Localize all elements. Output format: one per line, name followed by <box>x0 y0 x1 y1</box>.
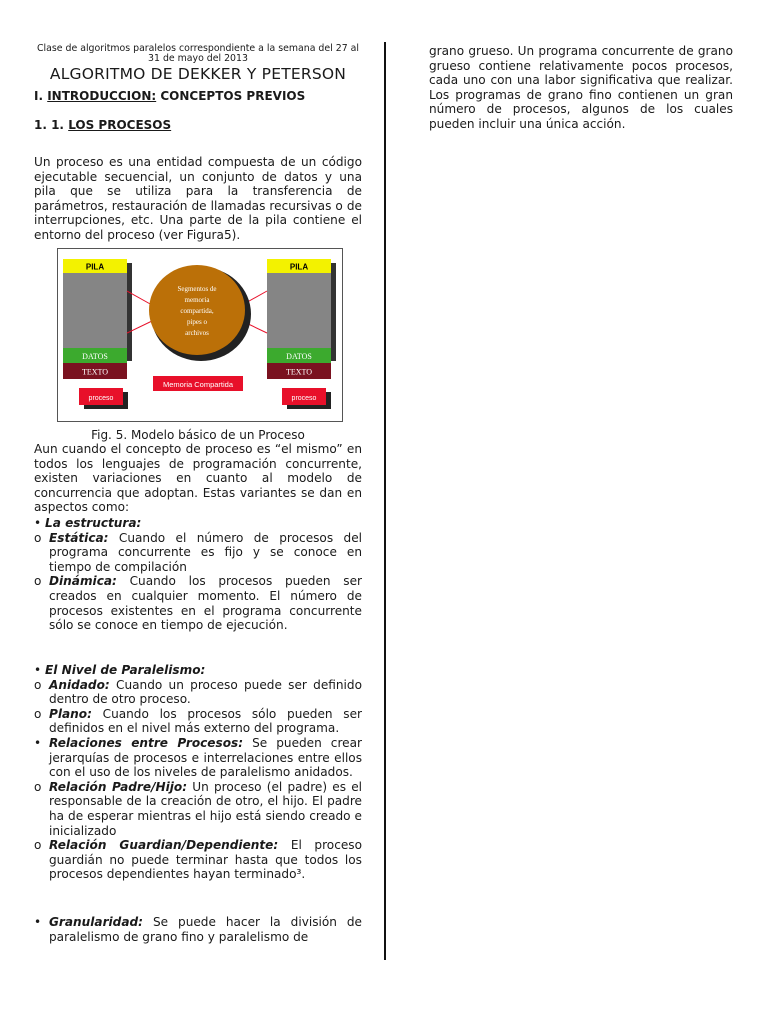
list-marker: • <box>34 915 42 929</box>
paragraph-proceso-definicion: Un proceso es una entidad compuesta de un código ejecutable secuencial, un conjunto de datos y una pila que se utiliza para la transferencia de parámetros, restauración de llamadas recursivas o de interrupciones, etc. Una parte de la pila contiene el entorno del proceso (ver Figura5). <box>34 155 362 242</box>
paragraph-grano-grueso: grano grueso. Un programa concurrente de grano grueso contiene relativamente pocos procesos, cada uno con una labor significativa que realizar. Los programas de grano fino contienen un gran número de procesos, algunos de los cuales pueden incluir una única acción. <box>429 44 733 131</box>
memoria-compartida-label: Memoria Compartida <box>162 380 234 389</box>
list-marker: • <box>34 735 42 750</box>
list-item <box>34 736 362 780</box>
stack-block-left <box>63 273 127 348</box>
paragraph-variantes: Aun cuando el concepto de proceso es “el mismo” en todos los lenguajes de programación concurrente, existen variaciones en cuanto al modelo de concurrencia que adoptan. Estas variantes se dan en aspectos como: <box>34 442 362 515</box>
list-marker: o <box>34 530 42 545</box>
list-item <box>34 707 362 736</box>
list-item <box>34 574 362 632</box>
texto-label-right: TEXTO <box>285 367 313 377</box>
list-item <box>34 531 362 575</box>
proceso-label-right: proceso <box>291 395 317 402</box>
circle-line: Segmentos de <box>177 285 217 293</box>
document-header: Clase de algoritmos paralelos correspondiente a la semana del 27 al 31 de mayo del 2013 <box>36 43 359 64</box>
list-text: Se pueden crear jerarquías de procesos e interrelaciones entre ellos con el uso de los niveles de paralelismo anidados. <box>49 735 362 780</box>
section-rest: CONCEPTOS PREVIOS <box>160 89 306 103</box>
section-heading-procesos <box>34 118 171 132</box>
list-text: Cuando el número de procesos del programa concurrente es fijo y se conoce en tiempo de compilación <box>49 530 362 574</box>
list-term: Plano: <box>49 706 92 721</box>
section-number: I. <box>34 89 44 103</box>
pila-label-left: PILA <box>85 262 105 272</box>
circle-line: pipes o <box>186 318 208 326</box>
circle-line: archivos <box>185 329 209 337</box>
column-divider <box>384 42 386 960</box>
list-nivel-paralelismo <box>34 663 362 882</box>
list-item <box>34 780 362 838</box>
circle-line: memoria <box>184 296 210 304</box>
list-text: El proceso guardián no puede terminar hasta que todos los procesos dependientes hayan terminado³. <box>49 838 362 882</box>
list-estructura <box>34 516 362 633</box>
list-text: Cuando un proceso puede ser definido dentro de otro proceso. <box>49 677 362 707</box>
datos-label-left: DATOS <box>82 352 108 361</box>
document-title: ALGORITMO DE DEKKER Y PETERSON <box>49 65 347 83</box>
list-marker: o <box>34 779 42 794</box>
list-marker: o <box>34 706 42 721</box>
stack-block-right <box>267 273 331 348</box>
bullet-marker: • <box>34 516 42 530</box>
list-heading <box>34 516 362 531</box>
list-text: Cuando los procesos sólo pueden ser definidos en el nivel más externo del programa. <box>49 706 362 736</box>
section-label: INTRODUCCION: <box>47 89 157 103</box>
list-text: Se puede hacer la división de paralelismo de grano fino y paralelismo de <box>49 915 362 944</box>
list-term: Relación Padre/Hijo: <box>49 779 188 794</box>
list-item <box>34 838 362 882</box>
list-heading-text: La estructura: <box>45 516 142 530</box>
list-heading-text: El Nivel de Paralelismo: <box>45 663 206 677</box>
figure-process-model <box>57 248 343 422</box>
texto-label-left: TEXTO <box>81 367 109 377</box>
section-heading-introduccion <box>34 89 305 103</box>
list-item <box>34 678 362 707</box>
list-marker: o <box>34 574 42 589</box>
list-marker: o <box>34 677 42 692</box>
list-term: Estática: <box>49 530 109 545</box>
bullet-marker: • <box>34 663 42 677</box>
list-term: Anidado: <box>49 677 110 692</box>
circle-line: compartida, <box>180 307 214 315</box>
list-text: Cuando los procesos pueden ser creados en cualquier momento. El número de procesos existentes en el programa concurrente sólo se conoce en tiempo de ejecución. <box>49 574 362 633</box>
section-number: 1. 1. <box>34 118 64 132</box>
datos-label-right: DATOS <box>286 352 312 361</box>
list-heading <box>34 663 362 678</box>
list-term: Dinámica: <box>49 574 117 589</box>
list-granularidad <box>34 915 362 944</box>
list-text: Un proceso (el padre) es el responsable de la creación de otro, el hijo. El padre ha de esperar mientras el hijo está siendo creado e inicializado <box>49 779 362 838</box>
list-term: Granularidad: <box>49 915 143 929</box>
proceso-label-left: proceso <box>88 395 114 402</box>
figure-caption: Fig. 5. Modelo básico de un Proceso <box>91 428 305 442</box>
list-term: Relaciones entre Procesos: <box>49 735 244 750</box>
list-marker: o <box>34 838 42 853</box>
section-label: LOS PROCESOS <box>68 118 172 132</box>
list-item <box>34 915 362 944</box>
process-model-diagram <box>58 249 342 421</box>
pila-label-right: PILA <box>289 262 309 272</box>
list-term: Relación Guardian/Dependiente: <box>49 838 279 853</box>
